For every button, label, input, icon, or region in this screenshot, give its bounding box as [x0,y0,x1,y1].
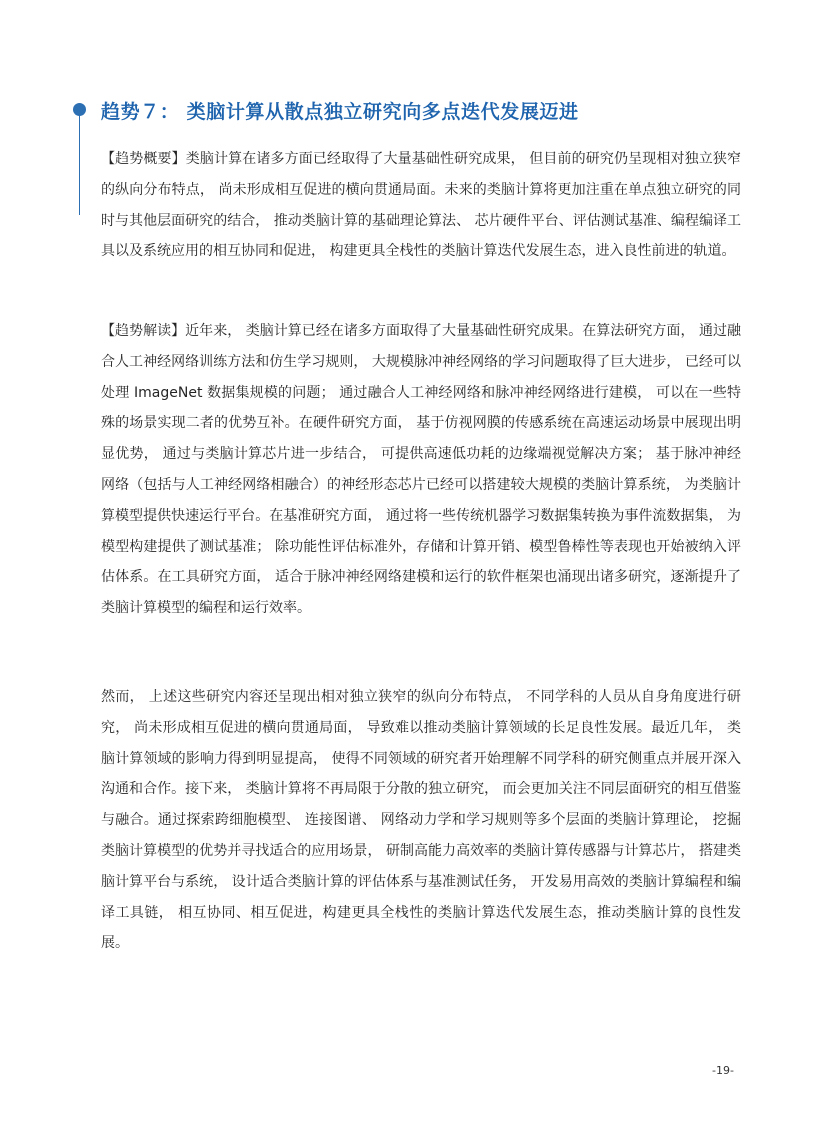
paragraph-outlook: 然而， 上述这些研究内容还呈现出相对独立狭窄的纵向分布特点， 不同学科的人员从自身角度进行研究， 尚未形成相互促进的横向贯通局面， 导致难以推动类脑计算领域的长足良性发展。最近几年， 类脑计算领域的影响力得到明显提高， 使得不同领域的研究者开始理解不同学科的研究侧重点并展开深入沟通和合作。接下来， 类脑计算将不再局限于分散的独立研究， 而会更加关注不同层面研究的相互借鉴与融合。通过探索跨细胞模型、 连接图谱、 网络动力学和学习规则等多个层面的类脑计算理论， 挖掘类脑计算模型的优势并寻找适合的应用场景， 研制高能力高效率的类脑计算传感器与计算芯片， 搭建类脑计算平台与系统， 设计适合类脑计算的评估体系与基准测试任务， 开发易用高效的类脑计算编程和编译工具链， 相互协同、相互促进，构建更具全栈性的类脑计算迭代发展生态，推动类脑计算的良性发展。 [101,689,741,952]
paragraph-interpretation: 【趋势解读】近年来， 类脑计算已经在诸多方面取得了大量基础性研究成果。在算法研究方面， 通过融合人工神经网络训练方法和仿生学习规则， 大规模脉冲神经网络的学习问题取得了巨大进步， 已经可以处理 ImageNet 数据集规模的问题； 通过融合人工神经网络和脉冲神经网络进行建模， 可以在一些特殊的场景实现二者的优势互补。在硬件研究方面， 基于仿视网膜的传感系统在高速运动场景中展现出明显优势， 通过与类脑计算芯片进一步结合， 可提供高速低功耗的边缘端视觉解决方案； 基于脉冲神经网络（包括与人工神经网络相融合）的神经形态芯片已经可以搭建较大规模的类脑计算系统， 为类脑计算模型提供快速运行平台。在基准研究方面， 通过将一些传统机器学习数据集转换为事件流数据集， 为模型构建提供了测试基准； 除功能性评估标准外，存储和计算开销、模型鲁棒性等表现也开始被纳入评估体系。在工具研究方面， 适合于脉冲神经网络建模和运行的软件框架也涌现出诸多研究，逐渐提升了类脑计算模型的编程和运行效率。 [101,323,741,617]
paragraph-overview: 【趋势概要】类脑计算在诸多方面已经取得了大量基础性研究成果， 但目前的研究仍呈现相对独立狭窄的纵向分布特点， 尚未形成相互促进的横向贯通局面。未来的类脑计算将更加注重在单点独立研究的同时与其他层面研究的结合， 推动类脑计算的基础理论算法、 芯片硬件平台、评估测试基准、编程编译工具以及系统应用的相互协同和促进， 构建更具全栈性的类脑计算迭代发展生态，进入良性前进的轨道。 [101,151,741,260]
title-bullet-dot [73,103,86,116]
title-accent-line [79,112,80,215]
page-number: -19- [712,1064,734,1077]
section-title: 趋势７： 类脑计算从散点独立研究向多点迭代发展迈进 [101,101,579,123]
